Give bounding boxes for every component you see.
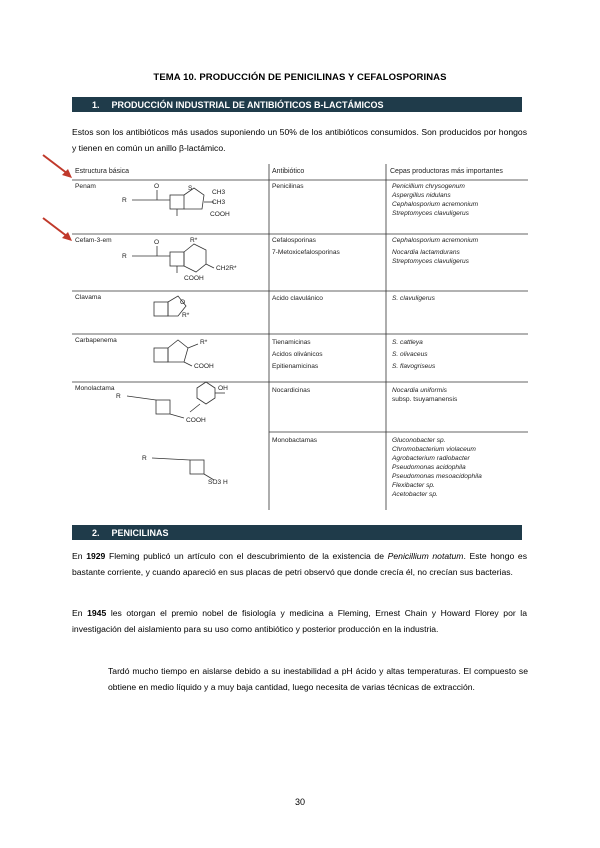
strain-name: S. clavuligerus: [392, 295, 435, 302]
text: En: [72, 608, 88, 618]
chem-label: R*: [182, 312, 190, 319]
chem-label: COOH: [210, 211, 230, 218]
antibiotic-name: Acido clavulánico: [272, 295, 323, 302]
strain-name: Nocardia uniformis: [392, 387, 447, 394]
text: les otorgan el premio nobel de fisiología y medicina a Fleming, Ernest Chain y Howard Florey por la investigación del aislamiento para su uso como antibiótico y posterior producción en la industria.: [72, 608, 527, 634]
strain-name: Gluconobacter sp.: [392, 437, 446, 444]
chem-label: O: [180, 299, 186, 306]
page-number: 30: [294, 797, 305, 807]
section-header-1: [72, 97, 522, 112]
carbapenema-structure: [154, 340, 198, 366]
section-label: PENICILINAS: [111, 527, 169, 538]
structure-name: Penam: [75, 183, 96, 190]
antibiotic-name: Acidos olivánicos: [272, 351, 323, 358]
cefam-structure: [132, 244, 214, 273]
paragraph-isolation: Tardó mucho tiempo en aislarse debido a su inestabilidad a pH ácido y altas temperaturas. El compuesto se obtiene en medio líquido y a muy baja cantidad, luego necesita de varias técnicas de extracción.: [108, 666, 528, 692]
section-number: 2.: [92, 527, 100, 538]
chem-label: R: [142, 455, 147, 462]
strain-name: Penicillium chrysogenum: [392, 183, 465, 190]
text: . Este hongo es bastante corriente, y cuando apareció en sus placas de petri observó que donde crecía él, no crecían sus bacterias.: [72, 551, 527, 577]
structure-name: Monolactama: [75, 385, 115, 392]
strain-name: Pseudomonas acidophila: [392, 464, 466, 471]
header-structure: Estructura básica: [75, 168, 130, 175]
chem-label: R*: [200, 339, 208, 346]
strain-name: S. olivaceus: [392, 351, 428, 358]
strain-name: Streptomyces clavuligerus: [392, 210, 469, 217]
monobactam-structure: [152, 458, 214, 480]
strain-name: Acetobacter sp.: [392, 491, 438, 498]
arrow-icon: [40, 152, 76, 182]
paragraph-1929: [72, 548, 527, 580]
chem-label: R: [122, 253, 127, 260]
antibiotics-table: [72, 160, 528, 512]
chem-label: CH3: [212, 189, 226, 196]
text: En: [72, 551, 87, 561]
strain-name: Flexibacter sp.: [392, 482, 435, 489]
section-number: 1.: [92, 99, 100, 110]
header-strains: Cepas productoras más importantes: [390, 168, 503, 175]
chem-label: OH: [218, 385, 228, 392]
chem-label: COOH: [184, 275, 204, 282]
chem-label: R: [122, 197, 127, 204]
chem-label: CH3: [212, 199, 226, 206]
strain-name: Cephalosporium acremonium: [392, 237, 479, 244]
year: 1929: [86, 551, 106, 561]
year: 1945: [87, 608, 107, 618]
header-antibiotic: Antibiótico: [272, 168, 305, 175]
chem-label: SO3 H: [208, 479, 228, 486]
antibiotic-name: Cefalosporinas: [272, 237, 316, 244]
structure-name: Carbapenema: [75, 337, 117, 344]
chem-label: R*: [190, 237, 198, 244]
species-name: Penicillium notatum: [387, 551, 464, 561]
chem-label: CH2R*: [216, 265, 237, 272]
chem-label: COOH: [186, 417, 206, 424]
intro-paragraph: Estos son los antibióticos más usados suponiendo un 50% de los antibióticos consumidos. Son producidos por hongos y tienen en común un anillo β-lactámico.: [72, 127, 527, 153]
chem-label: R: [116, 393, 121, 400]
strain-name: Nocardia lactamdurans: [392, 249, 460, 256]
strain-name: subsp. tsuyamanensis: [392, 396, 458, 403]
text: Fleming publicó un artículo con el descubrimiento de la existencia de: [105, 551, 388, 561]
structure-name: Cefam-3-em: [75, 237, 112, 244]
strain-name: Aspergillus nidulans: [392, 192, 451, 199]
monolactama-structure: [127, 382, 225, 418]
antibiotic-name: Nocardicinas: [272, 387, 311, 394]
chem-label: O: [154, 183, 160, 190]
strain-name: S. cattleya: [392, 339, 423, 346]
antibiotic-name: Tienamicinas: [272, 339, 311, 346]
strain-name: Agrobacterium radiobacter: [392, 455, 470, 462]
strain-name: Pseudomonas mesoacidophila: [392, 473, 482, 480]
section-header-2: [72, 525, 522, 540]
antibiotic-name: Monobactamas: [272, 437, 318, 444]
antibiotic-name: Penicilinas: [272, 183, 304, 190]
antibiotic-name: 7-Metoxicefalosporinas: [272, 249, 340, 256]
paragraph-1945: [72, 605, 527, 637]
strain-name: Chromobacterium violaceum: [392, 446, 476, 453]
chem-label: COOH: [194, 363, 214, 370]
page-title: TEMA 10. PRODUCCIÓN DE PENICILINAS Y CEFALOSPORINAS: [153, 72, 447, 83]
strain-name: Streptomyces clavuligerus: [392, 258, 469, 265]
structure-name: Clavama: [75, 294, 102, 301]
arrow-icon: [40, 215, 76, 245]
strain-name: S. flavogriseus: [392, 363, 436, 370]
chem-label: O: [154, 239, 160, 246]
section-label: PRODUCCIÓN INDUSTRIAL DE ANTIBIÓTICOS B-LACTÁMICOS: [111, 99, 384, 110]
penam-structure: [132, 188, 214, 216]
strain-name: Cephalosporium acremonium: [392, 201, 479, 208]
chem-label: S: [188, 185, 193, 192]
antibiotic-name: Epitienamicinas: [272, 363, 319, 370]
